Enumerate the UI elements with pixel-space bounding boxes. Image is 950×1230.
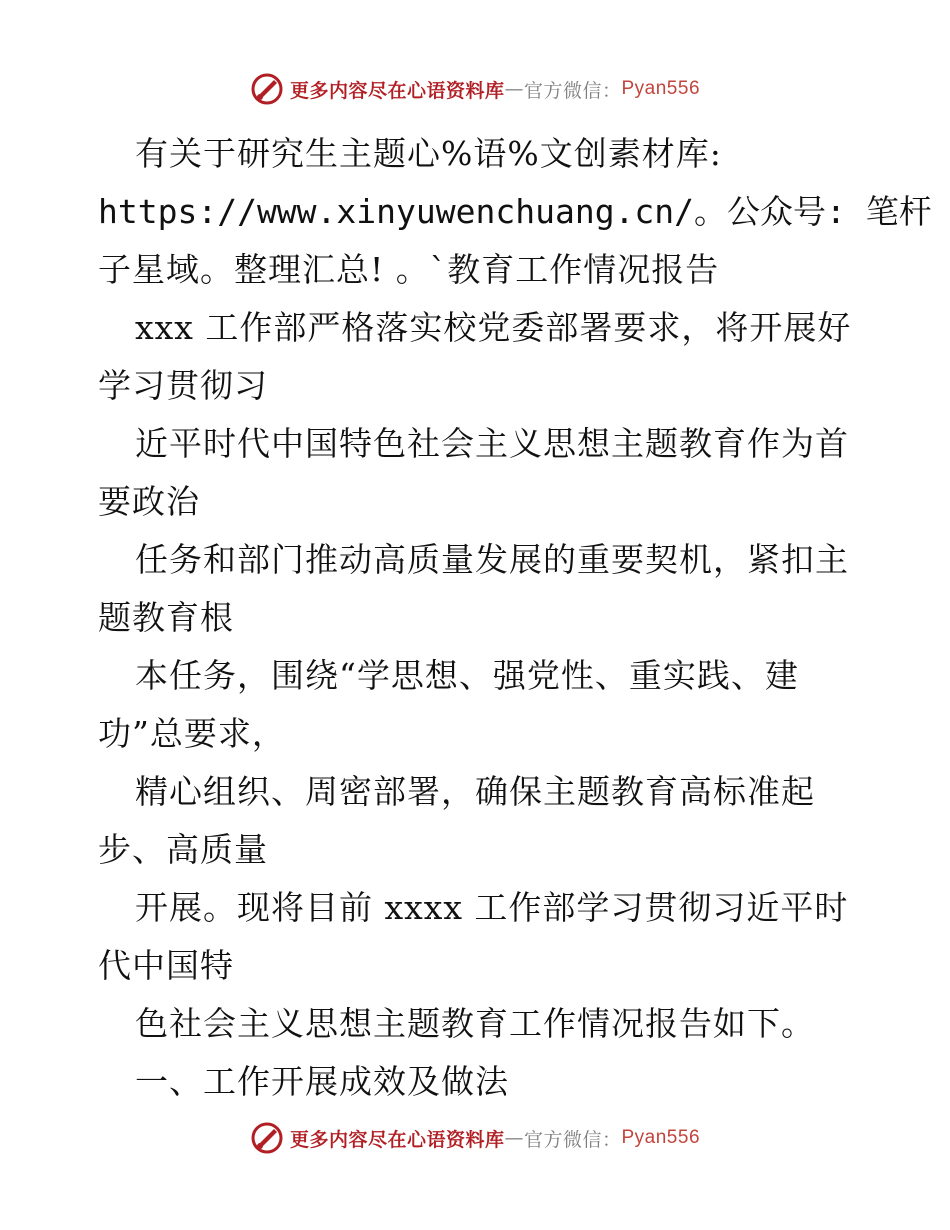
header-wechat-id: Pyan556 bbox=[621, 78, 701, 99]
body-line-5: 学习贯彻习 bbox=[98, 366, 268, 405]
footer-wechat-id: Pyan556 bbox=[621, 1127, 701, 1148]
header-wechat-label: 官方微信： bbox=[523, 79, 622, 102]
body-line-11: 功”总要求， bbox=[98, 714, 286, 753]
body-line-6: 近平时代中国特色社会主义思想主题教育作为首 bbox=[135, 424, 849, 463]
section-heading-1: 一、工作开展成效及做法 bbox=[135, 1062, 509, 1101]
body-line-4: xxx 工作部严格落实校党委部署要求，将开展好 bbox=[135, 308, 852, 347]
body-line-16: 色社会主义思想主题教育工作情况报告如下。 bbox=[135, 1004, 815, 1043]
body-line-13: 步、高质量 bbox=[98, 830, 268, 869]
body-line-2: https://www.xinyuwenchuang.cn/。公众号: 笔杆 bbox=[98, 192, 932, 231]
body-line-1: 有关于研究生主题心%语%文创素材库: bbox=[135, 134, 722, 173]
footer-brand-text: 更多内容尽在心语资料库 bbox=[289, 1128, 505, 1151]
body-line-7: 要政治 bbox=[98, 482, 200, 521]
body-line-14: 开展。现将目前 xxxx 工作部学习贯彻习近平时 bbox=[135, 888, 849, 927]
body-line-15: 代中国特 bbox=[98, 946, 234, 985]
footer-banner bbox=[0, 1121, 950, 1155]
body-line-9: 题教育根 bbox=[98, 598, 234, 637]
brand-logo-icon bbox=[250, 72, 284, 106]
header-banner bbox=[0, 72, 950, 106]
footer-dash: — bbox=[504, 1127, 524, 1149]
body-line-12: 精心组织、周密部署，确保主题教育高标准起 bbox=[135, 772, 815, 811]
document-body bbox=[98, 125, 932, 1111]
header-brand-text: 更多内容尽在心语资料库 bbox=[289, 79, 505, 102]
body-line-8: 任务和部门推动高质量发展的重要契机，紧扣主 bbox=[135, 540, 849, 579]
header-dash: — bbox=[504, 78, 524, 100]
footer-wechat-label: 官方微信： bbox=[523, 1128, 622, 1151]
body-line-10: 本任务，围绕“学思想、强党性、重实践、建 bbox=[135, 656, 799, 695]
brand-logo-icon bbox=[250, 1121, 284, 1155]
body-line-3: 子星域。整理汇总! 。`教育工作情况报告 bbox=[98, 250, 720, 289]
